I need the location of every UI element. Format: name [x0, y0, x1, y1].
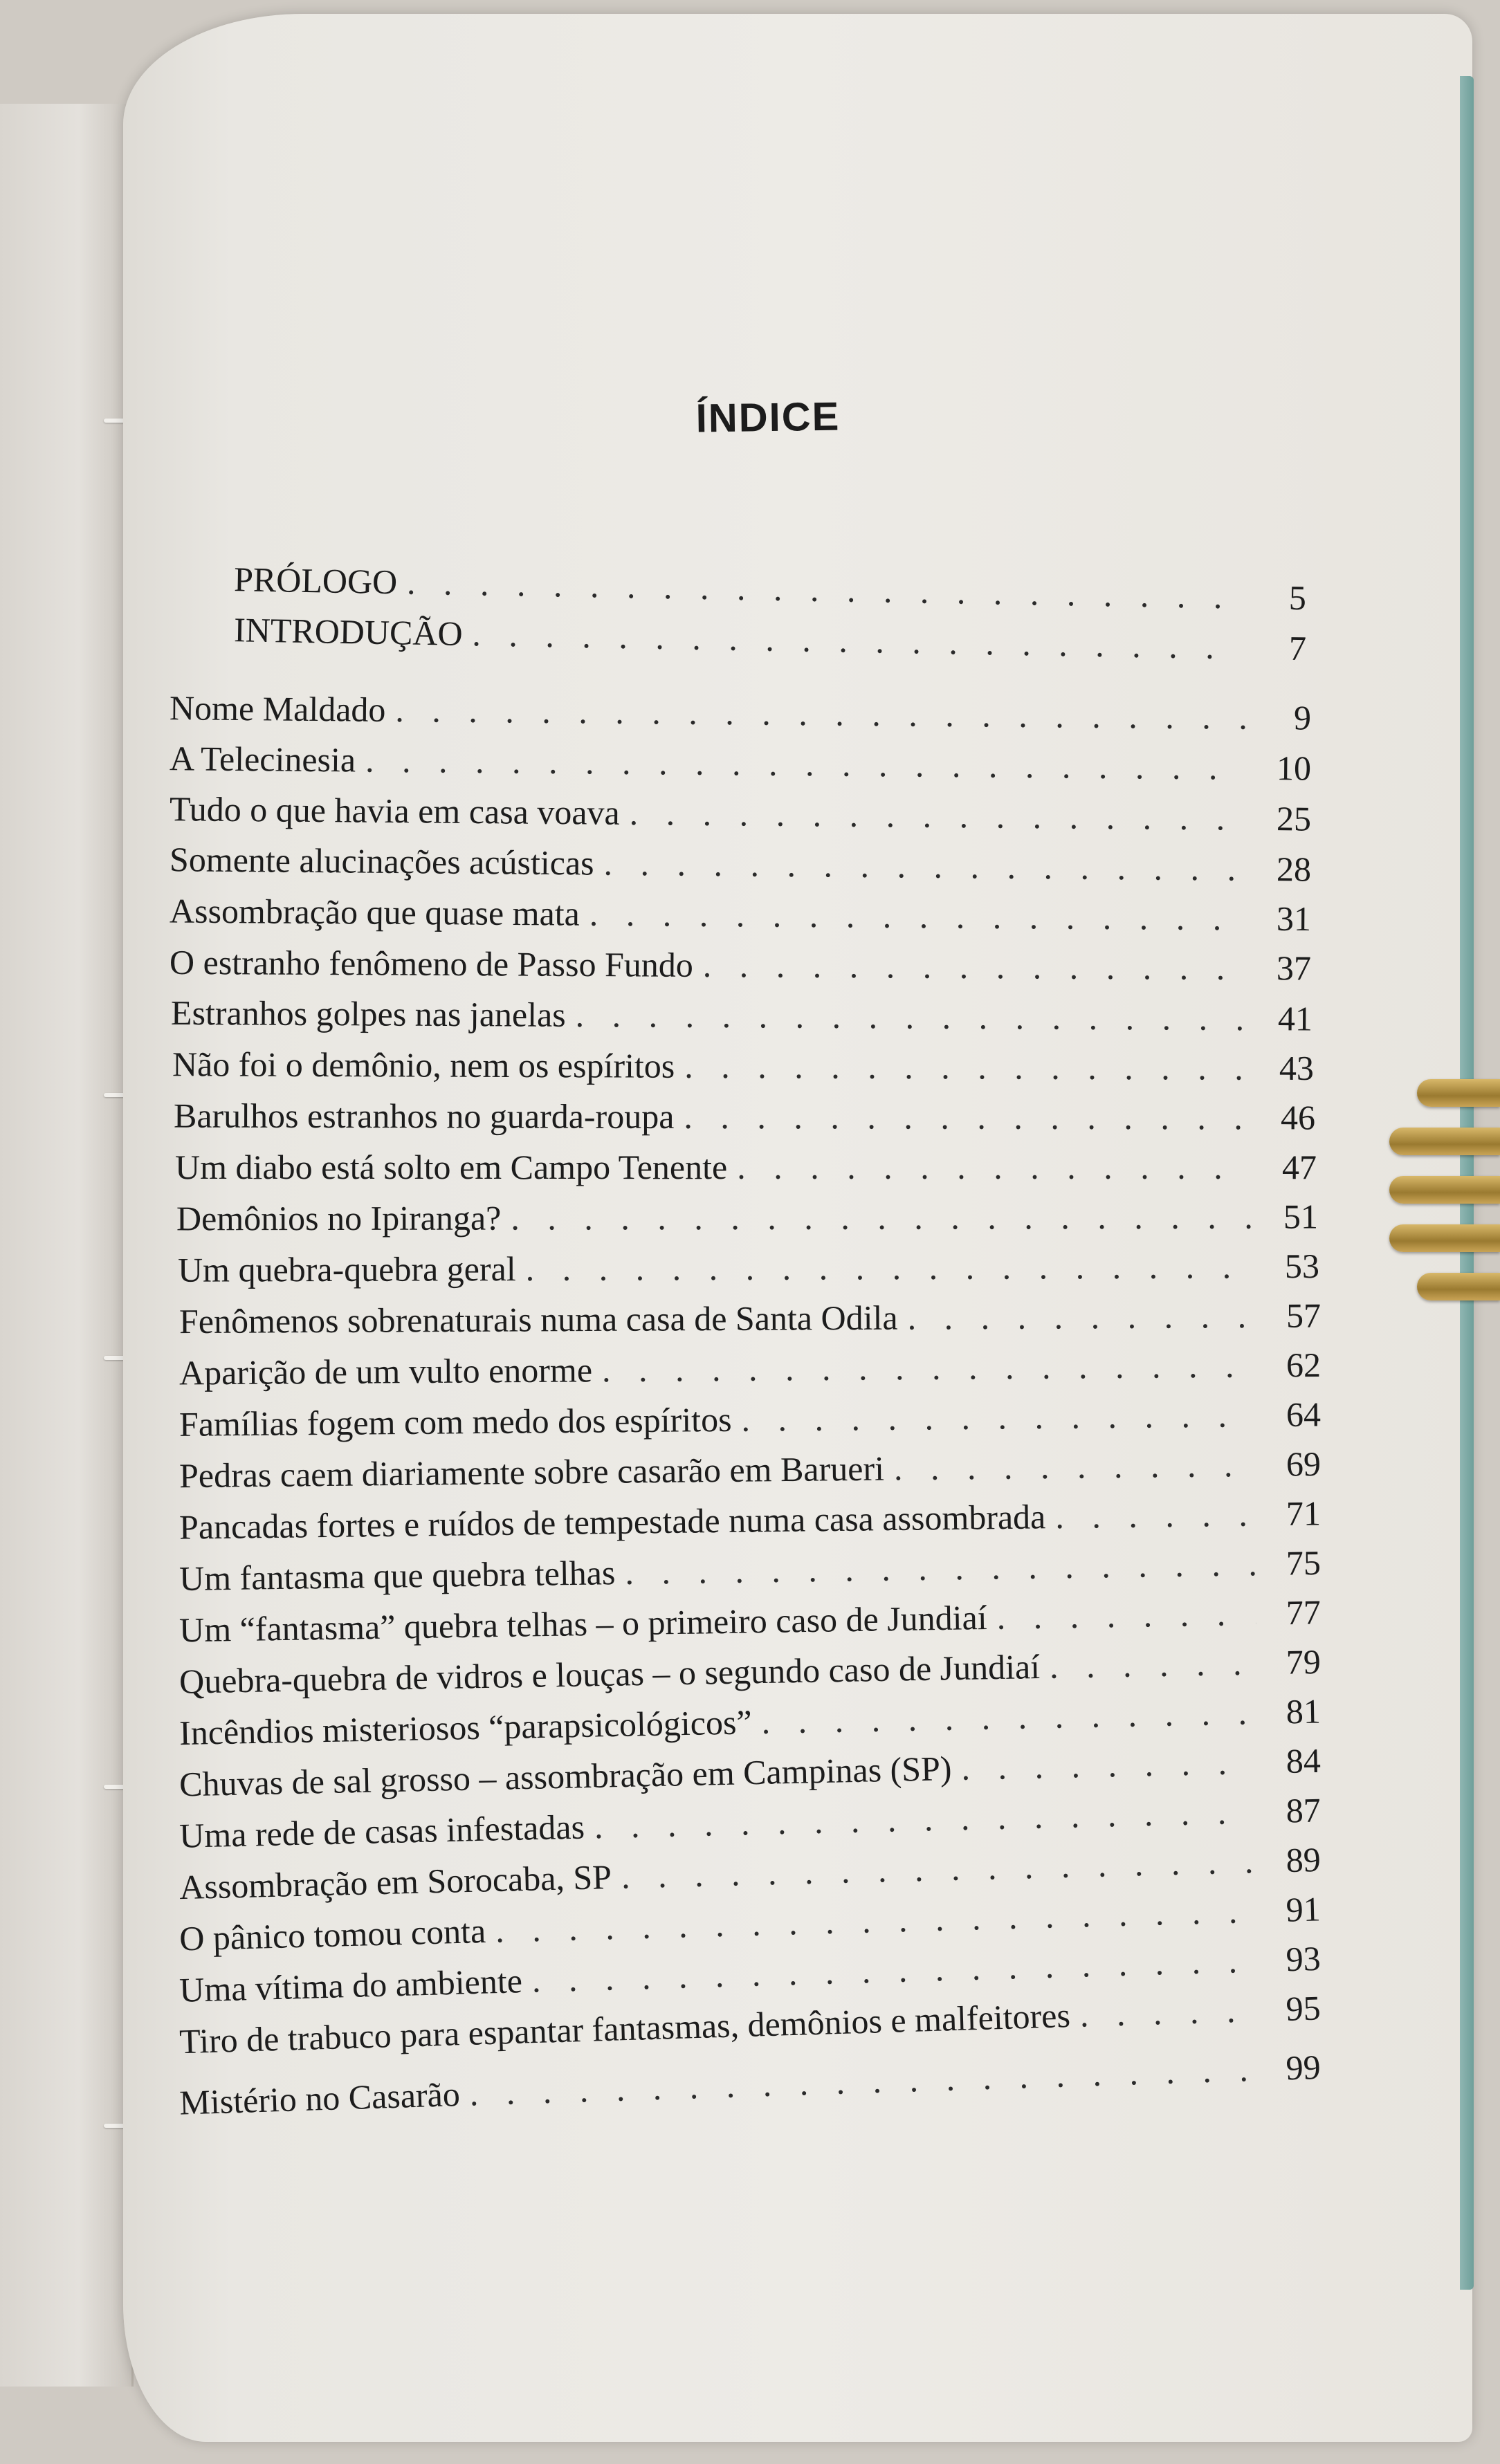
toc-leader-dots — [741, 1394, 1256, 1440]
toc-entry-page: 51 — [1283, 1197, 1319, 1236]
toc-leader-dots — [996, 1592, 1256, 1638]
toc-entry — [169, 687, 1312, 738]
toc-entry-label: Somente alucinações acústicas — [169, 840, 594, 883]
toc-entry-page: 84 — [1286, 1740, 1321, 1781]
toc-entry-label: Fenômenos sobrenaturais numa casa de Santa Odila — [179, 1298, 898, 1341]
toc-entry-page: 25 — [1276, 799, 1312, 838]
toc-entry — [169, 890, 1312, 939]
toc-leader-dots — [365, 739, 1246, 789]
toc-entry-page: 28 — [1276, 849, 1312, 889]
toc-leader-dots — [630, 792, 1247, 839]
toc-entry — [233, 558, 1307, 618]
toc-entry-label: Assombração em Sorocaba, SP — [179, 1857, 612, 1907]
toc-entry-page: 87 — [1286, 1790, 1321, 1830]
toc-entry — [170, 992, 1313, 1039]
toc-leader-dots — [576, 994, 1248, 1039]
toc-entry-page: 47 — [1282, 1148, 1317, 1186]
toc-entry — [179, 1295, 1321, 1342]
toc-entry-label: Chuvas de sal grosso – assombração em Campinas (SP) — [179, 1749, 953, 1804]
toc-entry-page: 10 — [1276, 748, 1312, 788]
toc-entry-page: 91 — [1285, 1889, 1321, 1929]
toc-entry-page: 95 — [1285, 1988, 1321, 2028]
toc-leader-dots — [469, 2048, 1256, 2115]
toc-entry — [169, 737, 1312, 789]
toc-leader-dots — [472, 613, 1241, 668]
toc-entry-label: Uma rede de casas infestadas — [179, 1807, 585, 1855]
toc-leader-dots — [594, 1791, 1256, 1848]
toc-leader-dots — [511, 1196, 1253, 1239]
toc-entry — [233, 609, 1307, 668]
toc-entry-page: 46 — [1280, 1098, 1316, 1137]
toc-entry-label: Assombração que quase mata — [169, 891, 580, 933]
toc-entry — [169, 788, 1312, 839]
toc-entry-label: Um quebra-quebra geral — [177, 1249, 516, 1289]
toc-entry-page: 79 — [1286, 1642, 1321, 1682]
toc-entry-label: Barulhos estranhos no guarda-roupa — [173, 1096, 675, 1136]
toc-entry-label: O estranho fenômeno de Passo Fundo — [169, 942, 693, 984]
toc-entry-label: Um “fantasma” quebra telhas – o primeiro caso de Jundiaí — [179, 1597, 988, 1650]
toc-entry-label: Pedras caem diariamente sobre casarão em Barueri — [179, 1449, 885, 1496]
toc-entry-label: INTRODUÇÃO — [233, 610, 464, 653]
toc-entry — [179, 1394, 1321, 1445]
toc-leader-dots — [407, 562, 1242, 618]
toc-entry — [176, 1196, 1319, 1240]
toc-entry-page: 71 — [1286, 1493, 1321, 1534]
toc-entry-label: Uma vítima do ambiente — [179, 1961, 523, 2010]
toc-entry — [179, 1642, 1321, 1702]
toc-entry — [179, 1444, 1321, 1496]
toc-entry-label: Incêndios misteriosos “parapsicológicos” — [179, 1702, 753, 1753]
toc-entry-page: 9 — [1293, 698, 1312, 737]
toc-leader-dots — [602, 1345, 1256, 1391]
toc-entry-label: Tudo o que havia em casa voava — [169, 789, 621, 832]
toc-leader-dots — [395, 689, 1246, 738]
toc-entry — [172, 1043, 1315, 1088]
toc-entry-label: Famílias fogem com medo dos espíritos — [179, 1399, 732, 1444]
toc-entry-page: 75 — [1286, 1543, 1321, 1583]
toc-leader-dots — [684, 1096, 1250, 1138]
toc-entry-label: PRÓLOGO — [233, 560, 398, 602]
toc-leader-dots — [526, 1245, 1255, 1289]
toc-entry-label: Tiro de trabuco para espantar fantasmas, demônios e malfeitores — [179, 1996, 1071, 2061]
page-title: ÍNDICE — [695, 394, 841, 441]
toc-leader-dots — [1079, 1989, 1256, 2036]
toc-entry — [179, 1345, 1321, 1394]
toc-leader-dots — [603, 843, 1246, 890]
toc-entry-label: Mistério no Casarão — [179, 2074, 461, 2122]
toc-entry-label: Pancadas fortes e ruídos de tempestade numa casa assombrada — [179, 1497, 1046, 1547]
toc-entry — [175, 1146, 1317, 1188]
toc-entry-page: 31 — [1276, 899, 1312, 939]
toc-leader-dots — [761, 1691, 1256, 1743]
toc-entry — [169, 941, 1312, 989]
toc-entry-label: Um fantasma que quebra telhas — [179, 1553, 616, 1598]
toc-entry — [179, 1543, 1321, 1599]
toc-entry-page: 37 — [1276, 948, 1312, 988]
toc-entry-page: 43 — [1279, 1048, 1315, 1088]
toc-entry-page: 41 — [1277, 999, 1313, 1038]
toc-entry-page: 69 — [1286, 1444, 1321, 1484]
toc-leader-dots — [961, 1741, 1256, 1789]
toc-entry-label: Nome Maldado — [169, 688, 386, 729]
toc-entry — [179, 1493, 1321, 1547]
toc-entry-page: 77 — [1286, 1592, 1321, 1633]
toc-entry-page: 89 — [1286, 1839, 1321, 1880]
toc-entry-label: A Telecinesia — [169, 739, 356, 780]
toc-leader-dots — [684, 1045, 1249, 1089]
toc-entry-page: 62 — [1286, 1345, 1321, 1385]
toc-entry-page: 7 — [1288, 628, 1307, 668]
toc-entry-label: Um diabo está solto em Campo Tenente — [175, 1148, 728, 1186]
toc-leader-dots — [894, 1444, 1256, 1489]
toc-entry-page: 64 — [1286, 1395, 1321, 1434]
toc-entry-page: 93 — [1285, 1938, 1321, 1979]
toc-entry — [179, 1592, 1321, 1651]
toc-leader-dots — [1049, 1642, 1256, 1687]
toc-entry-page: 57 — [1286, 1296, 1321, 1335]
toc-leader-dots — [703, 944, 1246, 989]
toc-entry-label: Quebra-quebra de vidros e louças – o segundo caso de Jundiaí — [179, 1646, 1041, 1701]
toc-leader-dots — [621, 1840, 1256, 1897]
toc-entry — [177, 1245, 1320, 1290]
toc-entry-label: Aparição de um vulto enorme — [179, 1350, 593, 1392]
toc-entry-page: 99 — [1285, 2047, 1321, 2088]
toc-entry-page: 5 — [1288, 578, 1307, 618]
toc-entry — [179, 2047, 1321, 2123]
toc-entry — [173, 1095, 1316, 1139]
toc-entry-label: Estranhos golpes nas janelas — [170, 993, 566, 1034]
toc-entry-label: O pânico tomou conta — [179, 1911, 486, 1958]
toc-entry — [169, 838, 1312, 890]
toc-leader-dots — [737, 1146, 1252, 1188]
toc-entry-page: 53 — [1284, 1246, 1320, 1286]
toc-leader-dots — [1055, 1493, 1256, 1538]
toc-entry-label: Não foi o demônio, nem os espíritos — [172, 1045, 675, 1085]
toc-leader-dots — [907, 1295, 1256, 1339]
toc-leader-dots — [589, 893, 1247, 939]
toc-leader-dots — [625, 1543, 1256, 1593]
toc-entry-page: 81 — [1286, 1691, 1321, 1731]
toc-entry-label: Demônios no Ipiranga? — [176, 1198, 502, 1238]
